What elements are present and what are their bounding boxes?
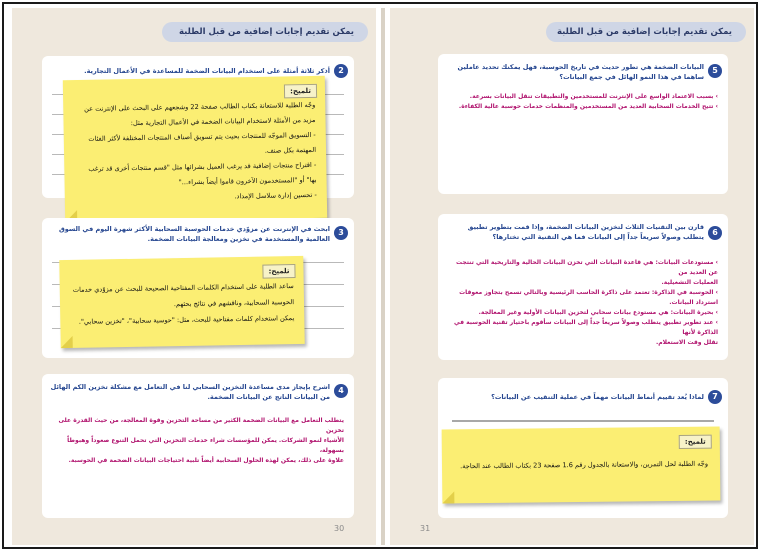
answer-text	[446, 258, 718, 348]
question-text: اشرح بإيجاز مدى مساعدة التخزين السحابي لنا في التعامل مع مشكلة تخزين الكم الهائل من البيانات الناتج عن البيانات الضخمة.	[50, 383, 330, 401]
hint-line: بها" أو "المستخدمون الآخرون قاموا أيضاً بشراء..."	[178, 175, 317, 187]
note-fold	[61, 336, 73, 348]
document-frame	[2, 2, 758, 549]
page-number: 31	[420, 524, 431, 533]
book-spine	[381, 8, 385, 545]
right-page	[390, 8, 754, 545]
hint-line: الحوسبة السحابية، وناقشهم في نتائج بحثهم.	[173, 298, 295, 309]
question-number: 6	[708, 226, 722, 240]
answer-line: › تتيح الخدمات السحابية العديد من المستخدمين والمنظمات خدمات حوسبة عالية الكفاءة.	[458, 103, 718, 110]
header-banner: يمكن تقديم إجابات إضافية من قبل الطلبة	[546, 22, 746, 42]
hint-line: مزيد من الأمثلة لاستخدام البيانات الضخمة في الأعمال التجارية مثل:	[130, 115, 316, 128]
answer-line: العمليات التشغيلية.	[661, 279, 718, 286]
hint-tag: تلميح:	[262, 264, 295, 279]
question-number: 3	[334, 226, 348, 240]
question-number: 7	[708, 390, 722, 404]
question-text: قارن بين التقنيات الثلاث لتخزين البيانات الضخمة، وإذا قمت بتطوير تطبيق يتطلب وصولاً سريعاً جداً إلى البيانات فما هي التقنية التي تختارها؟	[467, 223, 704, 241]
question-card-4	[42, 374, 354, 518]
answer-line: › بحيرة البيانات: هي مستودع بيانات سحابي لتخزين البيانات الأولية وغير المعالجة.	[478, 309, 718, 316]
answer-line: › بسبب الاعتماد الواسع على الإنترنت للمستخدمين والتطبيقات تنقل البيانات بسرعة.	[469, 93, 718, 100]
answer-line: الأشياء لنمو الشركات. يمكن للمؤسسات شراء خدمات التخزين التي تحمل التنوع صعوداً وهبوطاً بسهولة،	[67, 437, 344, 454]
question-text: لماذا يُعد تقييم أنماط البيانات مهماً في عملية التنقيب عن البيانات؟	[491, 393, 704, 401]
answer-line: تقلل وقت الاستعلام.	[655, 339, 718, 346]
hint-text	[71, 98, 317, 207]
answer-line	[452, 420, 714, 422]
question-text: ابحث في الإنترنت عن مزوّدي خدمات الحوسبة السحابية الأكثر شهرة اليوم في السوق العالمية والمستخدمة في تخزين ومعالجة البيانات الضخمة.	[58, 225, 330, 243]
question-text: أذكر ثلاثة أمثلة على استخدام البيانات الضخمة للمساعدة في الأعمال التجارية.	[84, 67, 330, 75]
answer-line: علاوة على ذلك، يمكن لهذه الحلول السحابية أيضاً تلبية احتياجات البيانات الضخمة في الحوسبة.	[68, 457, 344, 464]
hint-tag: تلميح:	[284, 84, 317, 99]
question-text: البيانات الضخمة هي تطور حديث في تاريخ الحوسبة، فهل يمكنك تحديد عاملين ساهما في هذا النمو الهائل في جمع البيانات؟	[457, 63, 704, 81]
answer-line: › عند تطوير تطبيق يتطلب وصولاً سريعاً جداً إلى البيانات سأقوم باختيار تقنية الحوسبة في الذاكرة لأنها	[454, 319, 718, 336]
hint-text	[68, 278, 295, 330]
header-banner: يمكن تقديم إجابات إضافية من قبل الطلبة	[162, 22, 368, 42]
hint-text	[452, 457, 708, 475]
answer-text	[50, 416, 344, 466]
page-number: 30	[334, 524, 345, 533]
hint-note-3	[59, 256, 304, 348]
question-card-5	[438, 54, 728, 194]
question-card-6	[438, 214, 728, 360]
answer-line: › مستودعات البيانات: هي قاعدة البيانات التي تخزن البيانات الحالية والتاريخية التي تنتجت عن العديد من	[456, 259, 718, 276]
hint-line: وجّه الطلبة لحل التمرين، والاستعانة بالجدول رقم 1.6 صفحة 23 بكتاب الطالب عند الحاجة.	[460, 459, 709, 471]
hint-note-7	[442, 427, 721, 504]
hint-line: - التسويق الموجّه للمنتجات بحيث يتم تسويق أصناف المنتجات المختلفة لأكثر الفئات	[88, 130, 316, 143]
answer-text	[446, 92, 718, 112]
answer-line: يتطلب التعامل مع البيانات الضخمة الكثير من مساحة التخزين وقوة المعالجة، من حيث القدرة على تخزين	[58, 417, 344, 434]
hint-tag: تلميح:	[679, 435, 712, 449]
question-number: 5	[708, 64, 722, 78]
hint-note-2	[63, 76, 327, 223]
hint-line: يمكن استخدام كلمات مفتاحية للبحث، مثل: "حوسبة سحابية"، "تخزين سحابي".	[78, 314, 295, 326]
question-number: 4	[334, 384, 348, 398]
hint-line: - تحسين إدارة سلاسل الإمداد.	[234, 190, 317, 201]
hint-line: وجّه الطلبة للاستعانة بكتاب الطالب صفحة 22 وشجعهم على البحث على الإنترنت عن	[84, 100, 316, 113]
hint-line: ساعد الطلبة على استخدام الكلمات المفتاحية الصحيحة للبحث عن مزوّدي خدمات	[72, 282, 294, 294]
hint-line: المهتمة بكل صنف.	[264, 145, 317, 155]
note-fold	[442, 491, 454, 503]
hint-line: - اقتراح منتجات إضافية قد يرغب العميل بشرائها مثل "قسم منتجات أخرى قد ترغب	[88, 160, 317, 173]
question-number: 2	[334, 64, 348, 78]
answer-line: › الحوسبة في الذاكرة: تعتمد على ذاكرة الحاسب الرئيسية وبالتالي تسمح بتجاوز معوقات استرداد البيانات.	[459, 289, 718, 306]
left-page	[12, 8, 376, 545]
